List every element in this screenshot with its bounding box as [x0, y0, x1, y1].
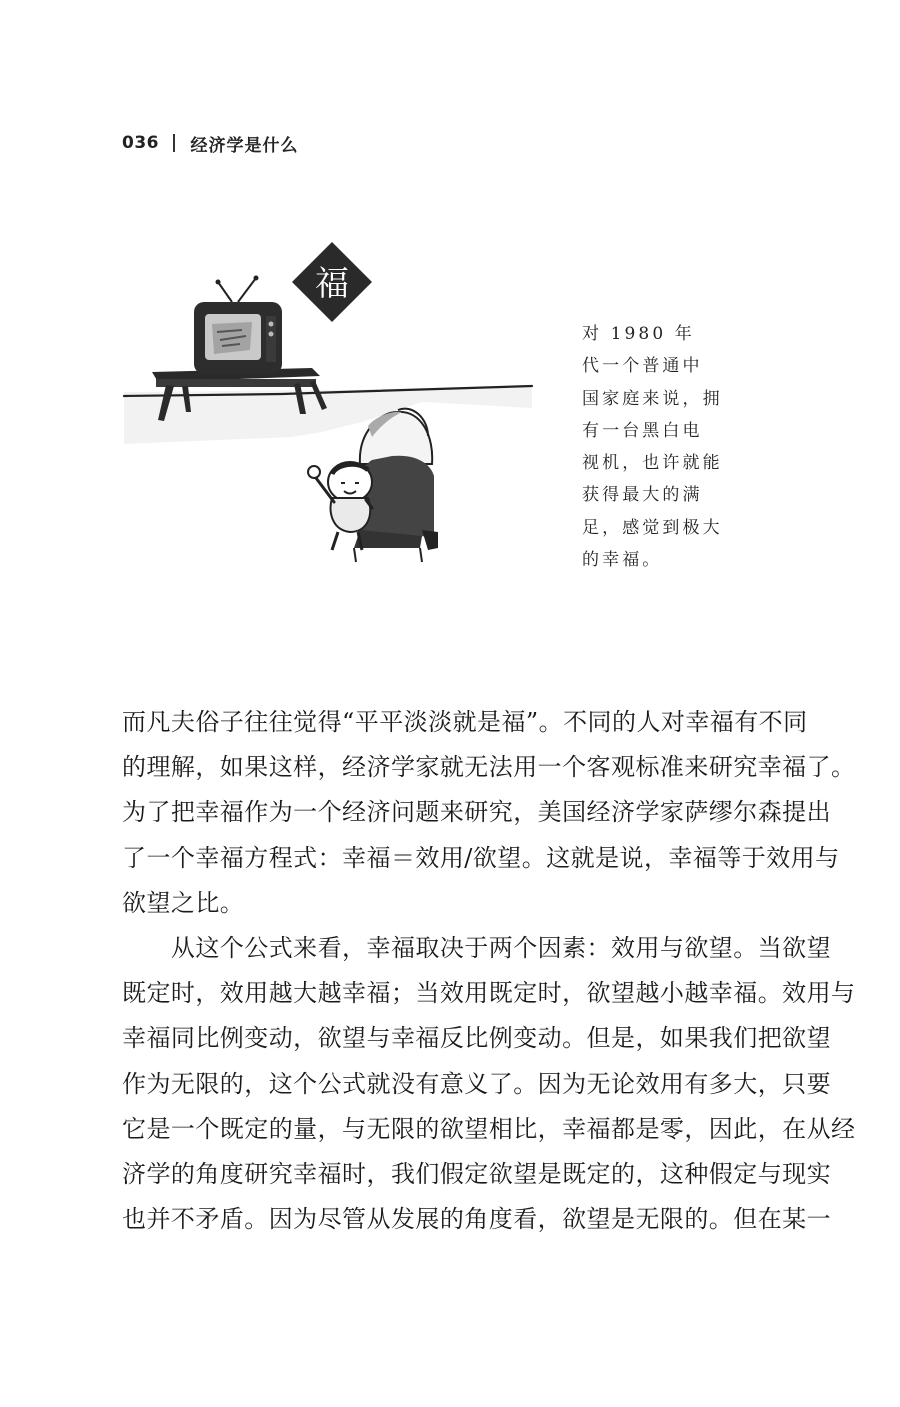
- book-title: 经济学是什么: [190, 135, 299, 156]
- caption-line: 国家庭来说，拥: [582, 388, 723, 409]
- caption-line: 有一台黑白电: [582, 420, 703, 441]
- body-line: 幸福同比例变动，欲望与幸福反比例变动。但是，如果我们把欲望: [122, 1024, 832, 1053]
- paragraph: [122, 700, 856, 926]
- running-head: [122, 129, 299, 157]
- page-number: 036: [122, 133, 159, 153]
- caption-line: 对 1980 年: [582, 324, 695, 344]
- body-line: 的理解，如果这样，经济学家就无法用一个客观标准来研究幸福了。: [122, 753, 856, 782]
- body-line: 了一个幸福方程式：幸福＝效用/欲望。这就是说，幸福等于效用与: [122, 843, 840, 872]
- paragraph: [122, 926, 856, 1242]
- illustration-family-tv: [122, 232, 542, 572]
- caption-line: 足，感觉到极大: [582, 517, 723, 538]
- body-line: 欲望之比。: [122, 888, 245, 917]
- caption-line: 的幸福。: [582, 550, 663, 571]
- body-line: 也并不矛盾。因为尽管从发展的角度看，欲望是无限的。但在某一: [122, 1205, 832, 1234]
- body-line: 而凡夫俗子往往觉得“平平淡淡就是福”。不同的人对幸福有不同: [122, 708, 808, 736]
- body-line: 济学的角度研究幸福时，我们假定欲望是既定的，这种假定与现实: [122, 1160, 832, 1189]
- fu-sign-graphic: [292, 242, 372, 322]
- body-line: 既定时，效用越大越幸福；当效用既定时，欲望越小越幸福。效用与: [122, 979, 856, 1008]
- body-line: 为了把幸福作为一个经济问题来研究，美国经济学家萨缪尔森提出: [122, 798, 832, 827]
- tv-graphic: [194, 276, 282, 375]
- header-divider: [173, 134, 175, 152]
- caption: [582, 318, 732, 576]
- caption-line: 视机，也许就能: [582, 453, 723, 474]
- caption-line: 获得最大的满: [582, 485, 703, 506]
- body-line: 从这个公式来看，幸福取决于两个因素：效用与欲望。当欲望: [122, 934, 832, 963]
- body-line: 它是一个既定的量，与无限的欲望相比，幸福都是零，因此，在从经: [122, 1114, 856, 1143]
- fu-sign-character: 福: [315, 264, 349, 304]
- body-text: [122, 700, 856, 1242]
- body-line: 作为无限的，这个公式就没有意义了。因为无论效用有多大，只要: [122, 1069, 832, 1098]
- caption-line: 代一个普通中: [582, 356, 703, 377]
